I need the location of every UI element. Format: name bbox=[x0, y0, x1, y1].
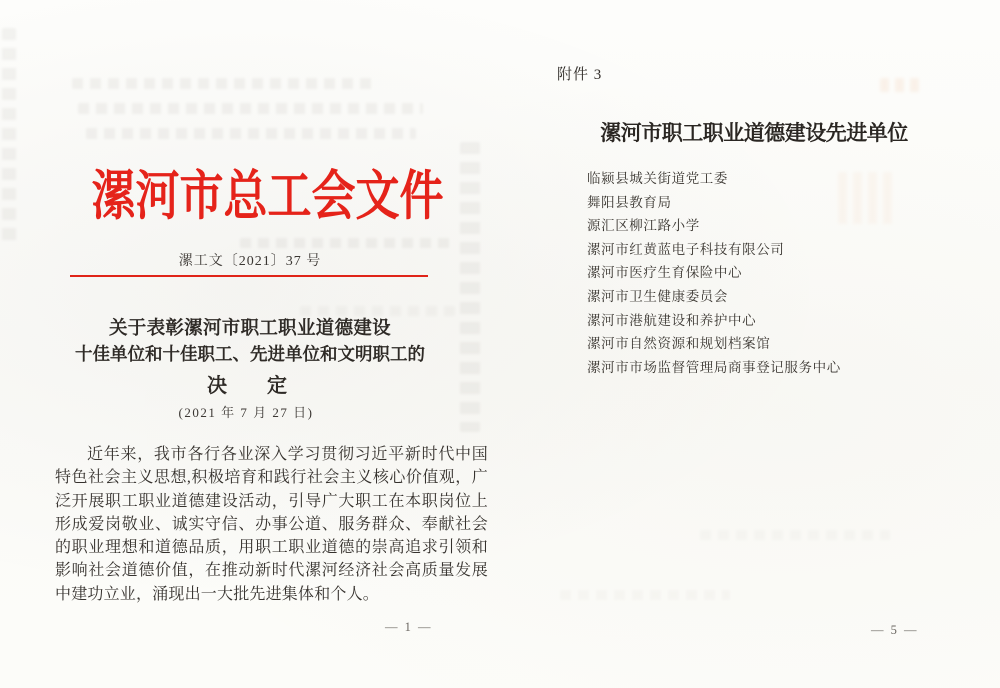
list-item: 舞阳县教育局 bbox=[587, 194, 672, 210]
bleedthrough-artifact bbox=[240, 238, 455, 248]
attachment-label: 附件 3 bbox=[557, 67, 603, 83]
page-number-left: — 1 — bbox=[385, 620, 433, 634]
document-date: (2021 年 7 月 27 日) bbox=[178, 405, 314, 420]
bleedthrough-artifact bbox=[880, 78, 922, 92]
bleedthrough-artifact bbox=[86, 128, 416, 139]
list-item: 漯河市卫生健康委员会 bbox=[587, 288, 728, 304]
list-item: 漯河市医疗生育保险中心 bbox=[587, 265, 743, 281]
bleedthrough-artifact bbox=[2, 28, 16, 243]
attachment-title: 漯河市职工职业道德建设先进单位 bbox=[600, 121, 908, 145]
document-title-line3: 决 定 bbox=[207, 375, 287, 397]
list-item: 漯河市自然资源和规划档案馆 bbox=[587, 336, 771, 352]
page-number-right: — 5 — bbox=[871, 623, 919, 637]
document-title-line1: 关于表彰漯河市职工职业道德建设 bbox=[108, 319, 391, 339]
list-item: 漯河市港航建设和养护中心 bbox=[587, 312, 757, 328]
document-title-line2: 十佳单位和十佳职工、先进单位和文明职工的 bbox=[75, 344, 425, 364]
bleedthrough-artifact bbox=[700, 530, 890, 540]
advanced-units-list bbox=[587, 167, 947, 379]
document-red-header: 漯河市总工会文件 bbox=[91, 166, 444, 227]
document-body-paragraph: 近年来，我市各行各业深入学习贯彻习近平新时代中国特色社会主义思想,积极培育和践行社会主义核心价值观，广泛开展职工职业道德建设活动，引导广大职工在本职岗位上形成爱岗敬业、诚实守信、办事公道、服务群众、奉献社会的职业理想和道德品质，用职工职业道德的崇高追求引领和影响社会道德价值，在推动新时代漯河经济社会高质量发展中建功立业，涌现出一大批先进集体和个人。 bbox=[55, 446, 488, 603]
bleedthrough-artifact bbox=[560, 590, 730, 600]
list-item: 漯河市红黄蓝电子科技有限公司 bbox=[587, 241, 785, 257]
list-item: 临颍县城关街道党工委 bbox=[587, 171, 728, 186]
red-divider bbox=[70, 275, 428, 277]
bleedthrough-artifact bbox=[78, 103, 423, 114]
list-item: 漯河市市场监督管理局商事登记服务中心 bbox=[587, 359, 841, 375]
list-item: 源汇区柳江路小学 bbox=[587, 218, 700, 234]
document-number: 漯工文〔2021〕37 号 bbox=[178, 254, 322, 269]
bleedthrough-artifact bbox=[72, 78, 372, 89]
